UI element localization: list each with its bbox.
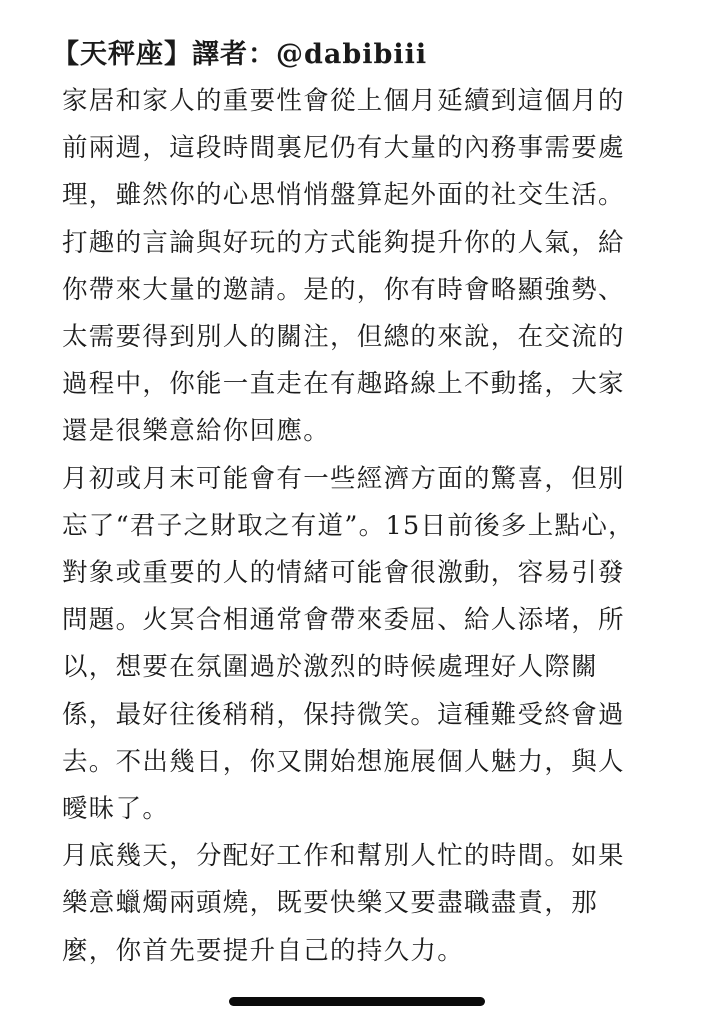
paragraph-line: 樂意蠟燭兩頭燒，既要快樂又要盡職盡責，那 [62,888,599,919]
paragraph-line: 月底幾天，分配好工作和幫別人忙的時間。如果 [62,841,625,872]
paragraph-line: 家居和家人的重要性會從上個月延續到這個月的 [62,86,625,116]
paragraph-line: 過程中，你能一直走在有趣路線上不動搖，大家 [62,369,625,400]
paragraph-line: 去。不出幾日，你又開始想施展個人魅力，與人 [62,746,625,777]
document-title: 【天秤座】譯者：@dabibiii [52,39,428,70]
paragraph-line: 月初或月末可能會有一些經濟方面的驚喜，但別 [62,463,625,494]
paragraph-line: 麼，你首先要提升自己的持久力。 [62,935,465,966]
paragraph-line: 你帶來大量的邀請。是的，你有時會略顯強勢、 [62,274,625,305]
paragraph-line: 前兩週，這段時間裏尼仍有大量的內務事需要處 [62,133,625,164]
paragraph-line: 太需要得到別人的關注，但總的來說，在交流的 [62,322,625,353]
paragraph-line: 問題。火冥合相通常會帶來委屈、給人添堵，所 [62,605,625,636]
paragraph-1 [62,78,662,220]
paragraph-line: 還是很樂意給你回應。 [62,416,331,447]
paragraph-line: 理，雖然你的心思悄悄盤算起外面的社交生活。 [62,180,625,211]
home-indicator[interactable] [229,997,485,1006]
paragraph-line: 曖昧了。 [62,794,170,825]
paragraph-line: 以，想要在氛圍過於激烈的時候處理好人際關 [62,652,599,683]
paragraph-2 [62,220,662,456]
paragraph-line: 忘了“君子之財取之有道”。15日前後多上點心， [62,510,635,541]
paragraph-3 [62,456,662,834]
paragraph-line: 打趣的言論與好玩的方式能夠提升你的人氣，給 [62,227,625,258]
document-body [52,34,662,975]
paragraph-4 [62,833,662,975]
paragraph-line: 對象或重要的人的情緒可能會很激動，容易引發 [62,558,625,589]
paragraph-line: 係，最好往後稍稍，保持微笑。這種難受終會過 [62,699,625,730]
